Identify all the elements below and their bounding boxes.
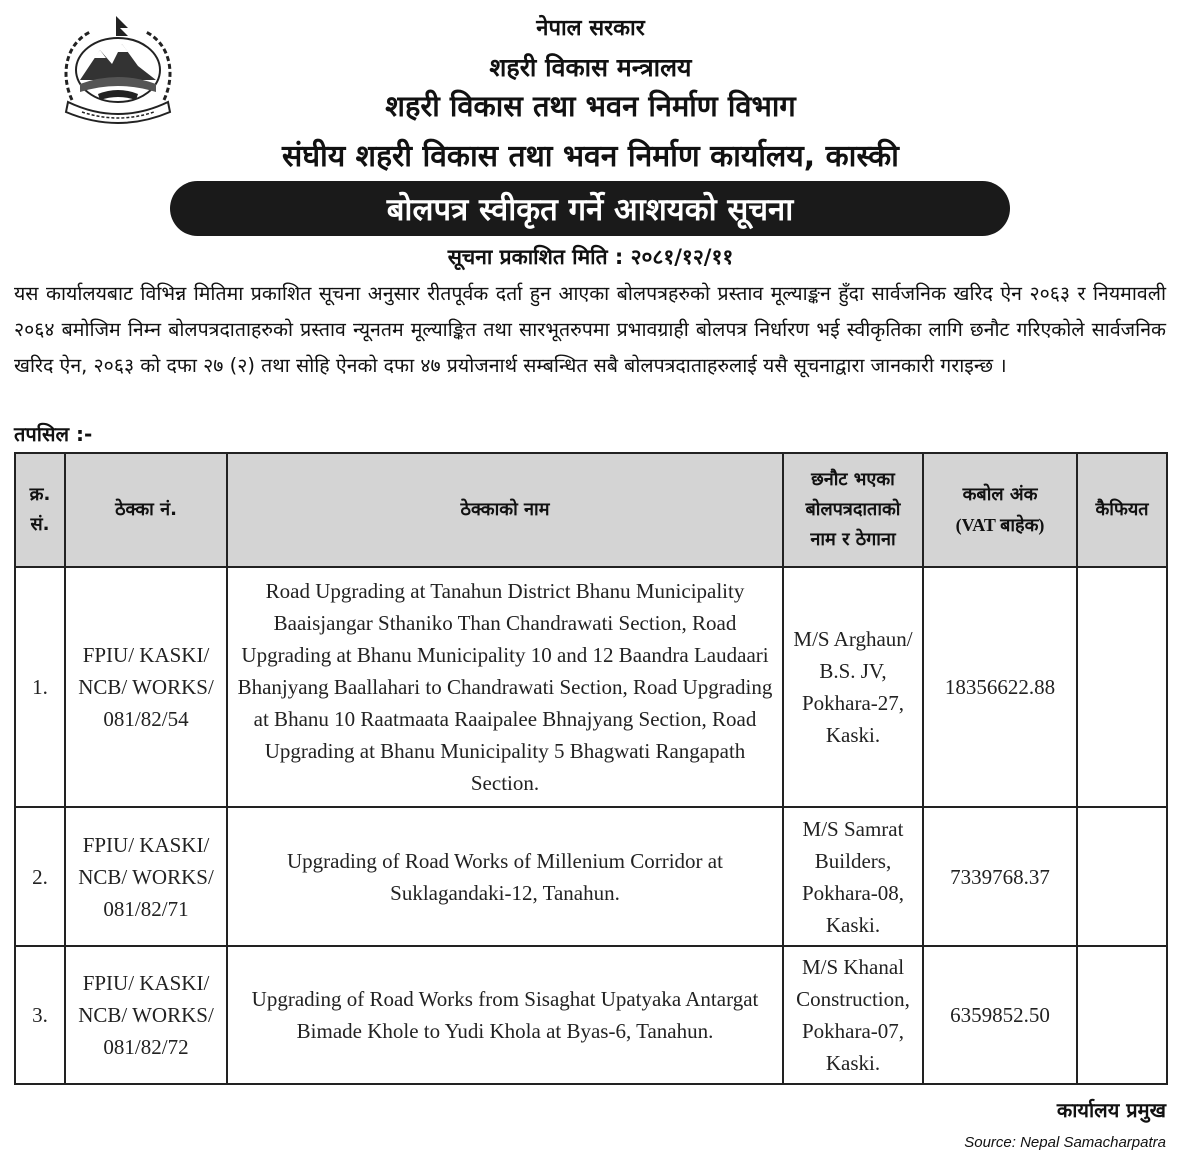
table-row <box>15 946 1167 1084</box>
cell-sn: 1. <box>15 567 65 807</box>
details-label: तपसिल :- <box>14 422 93 446</box>
header-bidder: छनौट भएका बोलपत्रदाताको नाम र ठेगाना <box>783 453 923 567</box>
cell-bidder: M/S Arghaun/ B.S. JV, Pokhara-27, Kaski. <box>783 567 923 807</box>
source-credit: Source: Nepal Samacharpatra <box>964 1134 1166 1151</box>
cell-contract-no: FPIU/ KASKI/ NCB/ WORKS/ 081/82/72 <box>65 946 227 1084</box>
office-name: संघीय शहरी विकास तथा भवन निर्माण कार्यालय, कास्की <box>282 139 899 174</box>
cell-amount: 7339768.37 <box>923 807 1077 946</box>
header-remarks: कैफियत <box>1077 453 1167 567</box>
header-contract-no: ठेक्का नं. <box>65 453 227 567</box>
cell-sn: 3. <box>15 946 65 1084</box>
signature-office-chief: कार्यालय प्रमुख <box>1056 1098 1166 1122</box>
government-name: नेपाल सरकार <box>536 16 645 41</box>
published-date: सूचना प्रकाशित मिति : २०८१/१२/११ <box>447 245 734 269</box>
cell-remarks <box>1077 567 1167 807</box>
header-bid-amount-line1: कबोल अंक <box>962 484 1038 505</box>
cell-contract-no: FPIU/ KASKI/ NCB/ WORKS/ 081/82/71 <box>65 807 227 946</box>
table-header-row <box>15 453 1167 567</box>
header-bid-amount-line2: (VAT बाहेक) <box>955 515 1045 535</box>
intro-paragraph: यस कार्यालयबाट विभिन्न मितिमा प्रकाशित सूचना अनुसार रीतपूर्वक दर्ता हुन आएका बोलपत्रहरुको प्रस्ताव मूल्याङ्कन हुँदा सार्वजनिक खरिद ऐन २०६३ र नियमावली २०६४ बमोजिम निम्न बोलपत्रदाताहरुको प्रस्ताव न्यूनतम मूल्याङ्कित तथा सारभूतरुपमा प्रभावग्राही बोलपत्र निर्धारण भई स्वीकृतिका लागि छनौट गरिएकोले सार्वजनिक खरिद ऐन, २०६३ को दफा २७ (२) तथा सोहि ऐनको दफा ४७ प्रयोजनार्थ सम्बन्धित सबै बोलपत्रदाताहरुलाई यसै सूचनाद्वारा जानकारी गराइन्छ । <box>14 282 1166 377</box>
cell-contract-name: Upgrading of Road Works of Millenium Corridor at Suklagandaki-12, Tanahun. <box>227 807 783 946</box>
cell-remarks <box>1077 807 1167 946</box>
header-contract-name: ठेक्काको नाम <box>227 453 783 567</box>
notice-title: बोलपत्र स्वीकृत गर्ने आशयको सूचना <box>386 191 794 228</box>
cell-amount: 18356622.88 <box>923 567 1077 807</box>
cell-contract-name: Road Upgrading at Tanahun District Bhanu Municipality Baaisjangar Sthaniko Than Chandrawati Section, Road Upgrading at Bhanu Municipality 10 and 12 Baandra Laudaari Bhanjyang Baallahari to Chandrawati Section, Road Upgrading at Bhanu 10 Raatmaata Raaipalee Bhnajyang Section, Road Upgrading at Bhanu Municipality 5 Bhagwati Rangapath Section. <box>227 567 783 807</box>
cell-amount: 6359852.50 <box>923 946 1077 1084</box>
header-bid-amount <box>923 453 1077 567</box>
contracts-table <box>14 452 1168 1085</box>
cell-contract-no: FPIU/ KASKI/ NCB/ WORKS/ 081/82/54 <box>65 567 227 807</box>
table-row <box>15 567 1167 807</box>
department-name: शहरी विकास तथा भवन निर्माण विभाग <box>385 89 796 123</box>
cell-bidder: M/S Khanal Construction, Pokhara-07, Kaski. <box>783 946 923 1084</box>
ministry-name: शहरी विकास मन्त्रालय <box>489 53 692 82</box>
cell-sn: 2. <box>15 807 65 946</box>
notice-title-banner <box>170 181 1010 236</box>
cell-contract-name: Upgrading of Road Works from Sisaghat Upatyaka Antargat Bimade Khole to Yudi Khola at Byas-6, Tanahun. <box>227 946 783 1084</box>
table-row <box>15 807 1167 946</box>
header-sn: क्र. सं. <box>15 453 65 567</box>
cell-bidder: M/S Samrat Builders, Pokhara-08, Kaski. <box>783 807 923 946</box>
cell-remarks <box>1077 946 1167 1084</box>
